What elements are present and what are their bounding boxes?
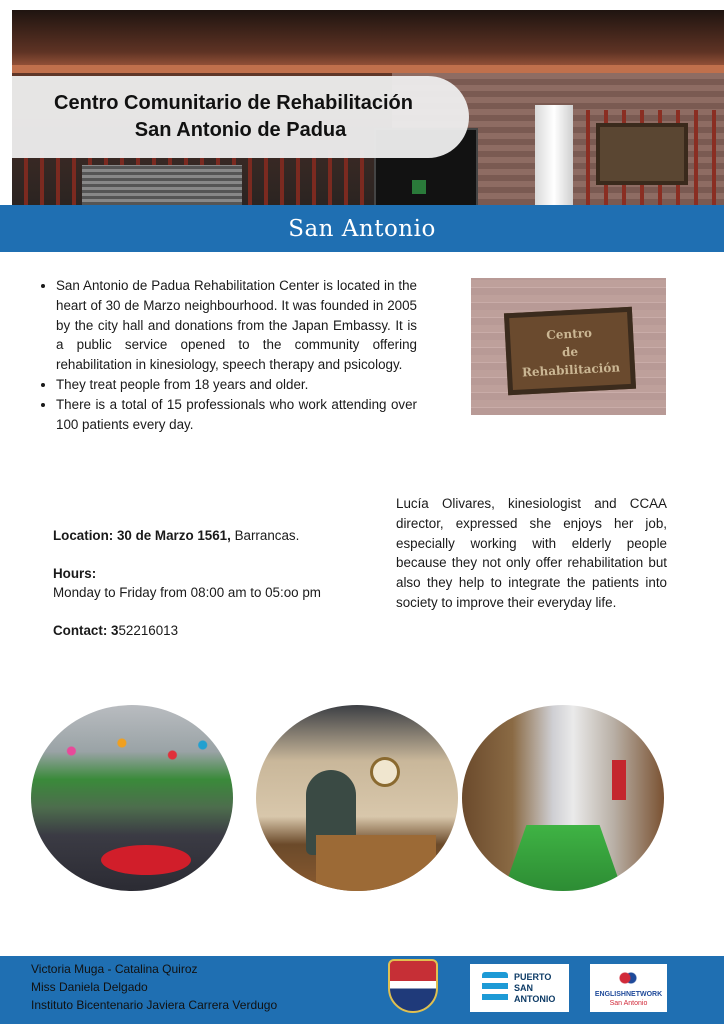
location-label: Location: 30 de Marzo 1561,	[53, 528, 231, 543]
photo-pillar	[535, 105, 573, 205]
section-heading: San Antonio	[288, 215, 436, 242]
list-item: • They treat people from 18 years and older.	[56, 375, 417, 395]
contact-value: 52216013	[118, 623, 179, 638]
plaque-board	[504, 307, 636, 396]
credits	[31, 960, 277, 1014]
plaque-text-2: de	[561, 344, 579, 360]
hearts-icon	[618, 968, 638, 988]
photo-red-table	[101, 845, 191, 875]
photo-exit-sign	[412, 180, 426, 194]
section-band	[0, 205, 724, 252]
photo-desk	[316, 835, 436, 891]
list-item: • There is a total of 15 professionals who work attending over 100 patients every day.	[56, 395, 417, 435]
photo-window	[82, 165, 242, 205]
contact-line	[53, 621, 373, 640]
hours-label: Hours:	[53, 566, 97, 581]
photo-dining-hall	[31, 705, 233, 891]
facts-list	[35, 276, 417, 434]
credits-school: Instituto Bicentenario Javiera Carrera Verdugo	[31, 998, 278, 1012]
contact-label: Contact: 3	[53, 623, 119, 638]
photo-extinguisher	[612, 760, 626, 800]
info-block	[53, 526, 373, 640]
plaque-text-3: Rehabilitación	[521, 360, 621, 380]
credits-teacher: Miss Daniela Delgado	[31, 980, 148, 994]
title-line-1: Centro Comunitario de Rehabilitación	[54, 92, 413, 114]
list-item: • San Antonio de Padua Rehabilitation Center is located in the heart of 30 de Marzo neighbourhood. It was founded in 2005 by the city hall and donations from the Japan Embassy. It is a public service opened to the community offering rehabilitation in kinesiology, speech therapy and psicology.	[56, 276, 417, 375]
hours-value: Monday to Friday from 08:00 am to 05:oo pm	[53, 585, 321, 600]
photo-decorations	[31, 735, 233, 775]
photo-green-floor	[502, 825, 624, 891]
location-line	[53, 526, 373, 545]
puerto-logo-text: PUERTO SAN ANTONIO	[514, 972, 556, 1004]
title-banner	[12, 76, 469, 158]
photo-beam	[12, 65, 724, 73]
photo-clock	[370, 757, 400, 787]
network-logo-text: ENGLISHNETWORK San Antonio	[594, 991, 663, 1007]
photo-director	[256, 705, 458, 891]
photo-ceiling	[12, 10, 724, 70]
title-line-2: San Antonio de Padua	[134, 119, 347, 141]
school-crest-logo	[388, 959, 438, 1013]
waves-icon	[482, 972, 508, 1004]
location-value: Barrancas.	[230, 528, 300, 543]
english-network-logo	[590, 964, 667, 1012]
plaque-photo	[471, 278, 666, 415]
plaque-text-1: Centro	[545, 325, 593, 343]
photo-plaque	[596, 123, 688, 185]
puerto-san-antonio-logo	[470, 964, 569, 1012]
director-quote: Lucía Olivares, kinesiologist and CCAA director, expressed she enjoys her job, especially working with elderly people because they not only offer rehabilitation but also they help to integrate the patients into society to improve their everyday life.	[396, 496, 667, 610]
credits-authors: Victoria Muga - Catalina Quiroz	[31, 962, 198, 976]
photo-hallway	[462, 705, 664, 891]
